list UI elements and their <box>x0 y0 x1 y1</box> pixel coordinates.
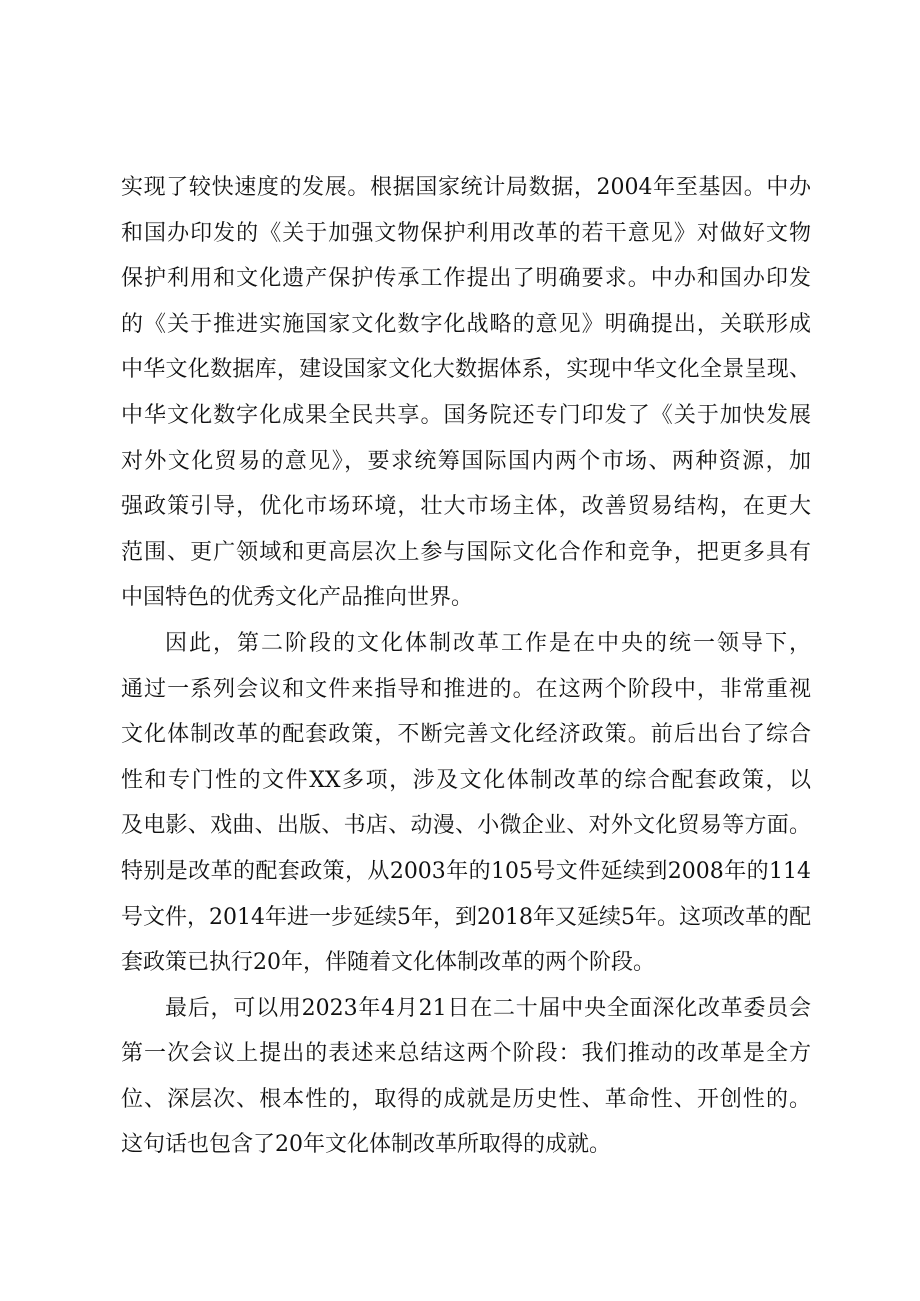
text-line: 特别是改革的配套政策，从2003年的105号文件延续到2008年的114 <box>121 858 811 884</box>
text-line: 范围、更广领域和更高层次上参与国际文化合作和竞争，把更多具有 <box>121 539 811 565</box>
text-line: 及电影、戏曲、出版、书店、动漫、小微企业、对外文化贸易等方面。 <box>121 813 811 839</box>
text-line: 套政策已执行20年，伴随着文化体制改革的两个阶段。 <box>121 950 655 976</box>
text-line: 中国特色的优秀文化产品推向世界。 <box>121 585 474 611</box>
text-line: 最后，可以用2023年4月21日在二十届中央全面深化改革委员会 <box>165 995 811 1021</box>
text-line: 位、深层次、根本性的，取得的成就是历史性、革命性、开创性的。 <box>121 1086 811 1112</box>
text-line: 中华文化数字化成果全民共享。国务院还专门印发了《关于加快发展 <box>121 402 811 428</box>
text-line: 和国办印发的《关于加强文物保护利用改革的若干意见》对做好文物 <box>121 220 811 246</box>
text-line: 第一次会议上提出的表述来总结这两个阶段：我们推动的改革是全方 <box>121 1041 811 1067</box>
text-line: 对外文化贸易的意见》，要求统筹国际国内两个市场、两种资源，加 <box>121 448 811 474</box>
text-line: 这句话也包含了20年文化体制改革所取得的成就。 <box>121 1132 611 1158</box>
document-body <box>121 165 811 1168</box>
text-line: 因此，第二阶段的文化体制改革工作是在中央的统一领导下， <box>165 630 811 656</box>
text-line: 保护利用和文化遗产保护传承工作提出了明确要求。中办和国办印发 <box>121 266 811 292</box>
paragraph-3 <box>121 986 811 1168</box>
text-line: 的《关于推进实施国家文化数字化战略的意见》明确提出，关联形成 <box>121 311 811 337</box>
text-line: 实现了较快速度的发展。根据国家统计局数据，2004年至基因。中办 <box>121 175 811 200</box>
text-line: 文化体制改革的配套政策，不断完善文化经济政策。前后出台了综合 <box>121 722 811 748</box>
text-line: 号文件，2014年进一步延续5年，到2018年又延续5年。这项改革的配 <box>121 904 811 930</box>
paragraph-1 <box>121 165 811 621</box>
text-line: 中华文化数据库，建设国家文化大数据体系，实现中华文化全景呈现、 <box>121 357 811 383</box>
text-line: 性和专门性的文件XX多项，涉及文化体制改革的综合配套政策，以 <box>121 767 811 793</box>
paragraph-2 <box>121 621 811 986</box>
text-line: 强政策引导，优化市场环境，壮大市场主体，改善贸易结构，在更大 <box>121 494 811 520</box>
text-line: 通过一系列会议和文件来指导和推进的。在这两个阶段中，非常重视 <box>121 676 811 702</box>
